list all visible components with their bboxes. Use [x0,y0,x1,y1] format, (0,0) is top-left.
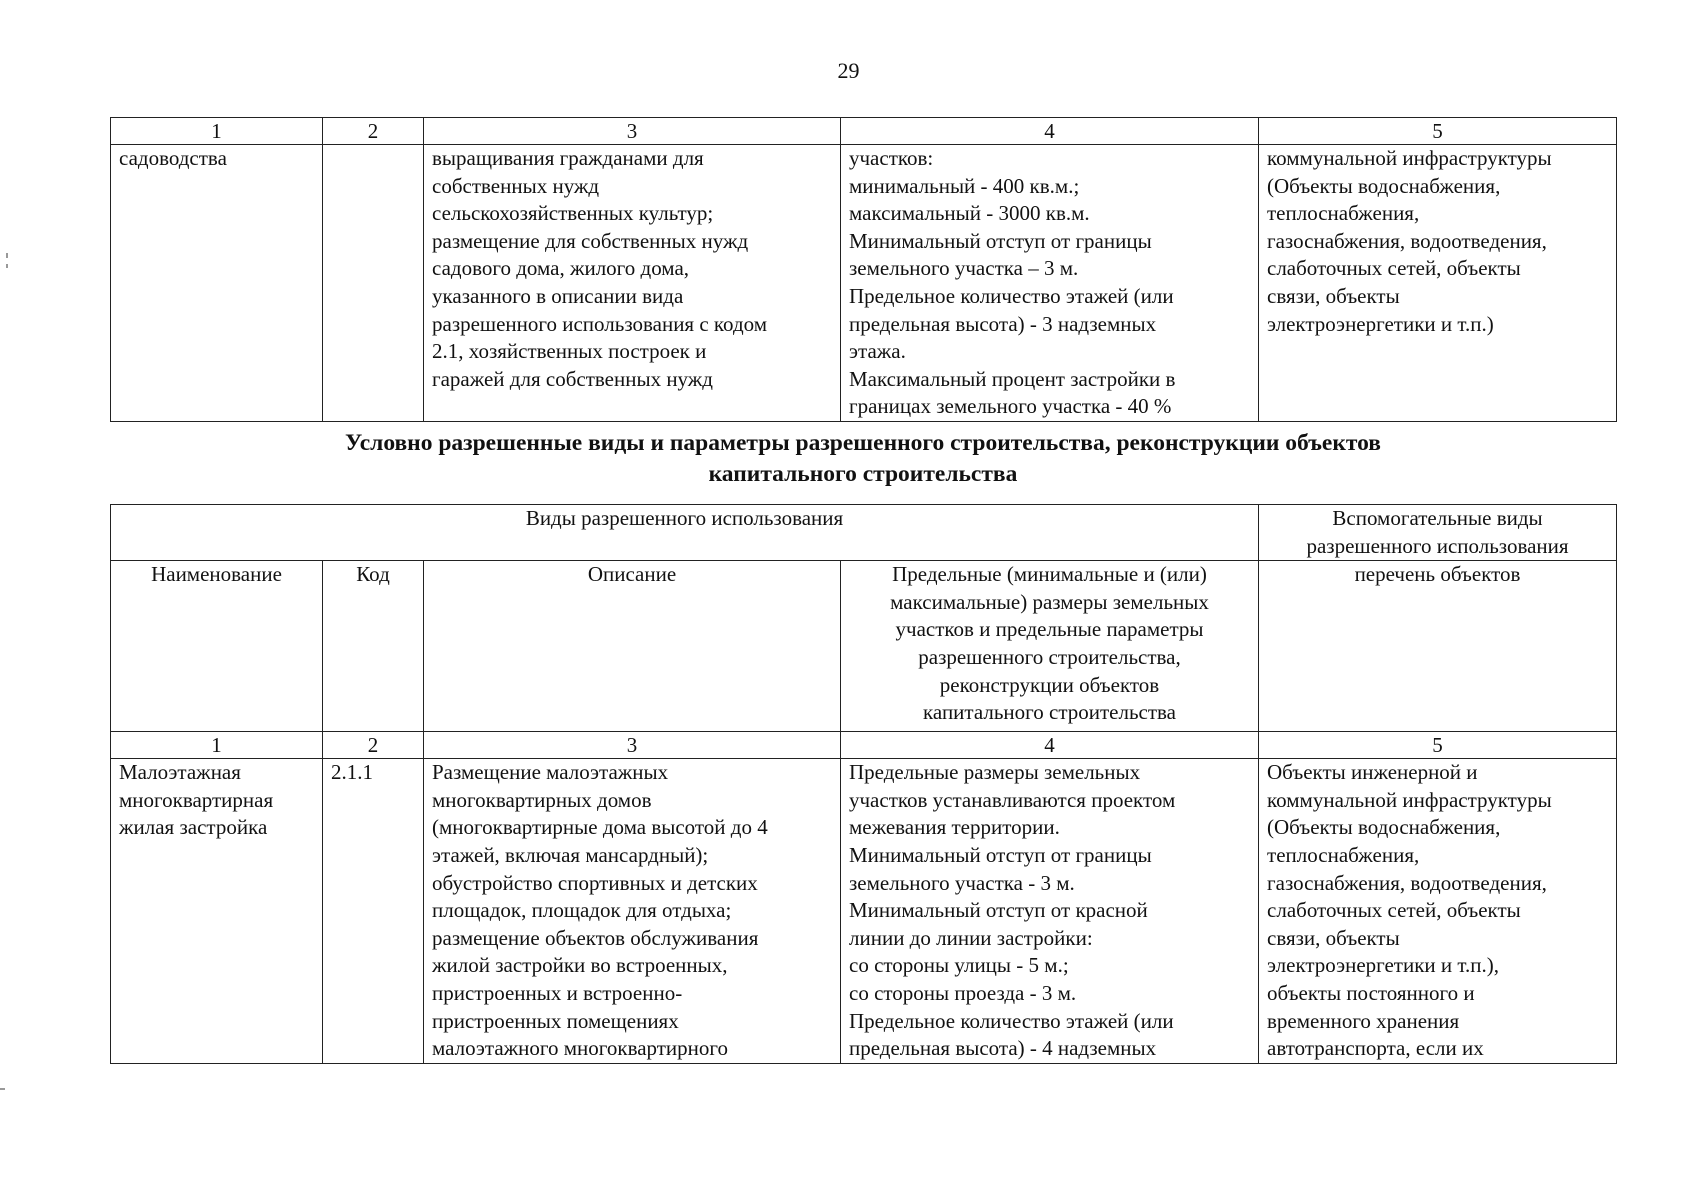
name-header: Наименование [111,561,323,732]
use-parameters-cell: Предельные размеры земельных участков устанавливаются проектом межевания территории. Минимальный отступ от границы земельного участка - 3 м. Минимальный отступ от красной линии до линии застройки: со стороны улицы - 5 м.; со стороны проезда - 3 м. Предельное количество этажей (или предельная высота) - 4 надземных [841,759,1259,1064]
table-row [111,145,1617,422]
group-header-row [111,505,1617,561]
section-heading-line: Условно разрешенные виды и параметры разрешенного строительства, реконструкции объектов [345,430,1381,456]
use-description-cell: выращивания гражданами для собственных нужд сельскохозяйственных культур; размещение для собственных нужд садового дома, жилого дома, указанного в описании вида разрешенного использования с кодом 2.1, хозяйственных построек и гаражей для собственных нужд [424,145,841,422]
column-number-row [111,732,1617,759]
column-number: 4 [841,732,1259,759]
column-number: 1 [111,118,323,145]
use-code-cell: 2.1.1 [323,759,424,1064]
use-name-cell: Малоэтажная многоквартирная жилая застройка [111,759,323,1064]
table-row [111,759,1617,1064]
section-heading-line: капитального строительства [708,461,1018,487]
margin-mark [0,1088,5,1090]
column-number: 1 [111,732,323,759]
column-number: 2 [323,118,424,145]
column-number: 2 [323,732,424,759]
code-header: Код [323,561,424,732]
column-header-row [111,561,1617,732]
column-number: 3 [424,118,841,145]
column-number: 4 [841,118,1259,145]
margin-mark [6,253,8,258]
parameters-header: Предельные (минимальные и (или) максимальные) размеры земельных участков и предельные параметры разрешенного строительства, реконструкции объектов капитального строительства [841,561,1259,732]
column-number: 3 [424,732,841,759]
column-number: 5 [1259,118,1617,145]
page-number: 29 [837,58,860,83]
auxiliary-uses-cell: Объекты инженерной и коммунальной инфраструктуры (Объекты водоснабжения, теплоснабжения, газоснабжения, водоотведения, слаботочных сетей, объекты связи, объекты электроэнергетики и т.п.), объекты постоянного и временного хранения автотранспорта, если их [1259,759,1617,1064]
use-name-cell: садоводства [111,145,323,422]
use-parameters-cell: участков: минимальный - 400 кв.м.; максимальный - 3000 кв.м. Минимальный отступ от границы земельного участка – 3 м. Предельное количество этажей (или предельная высота) - 3 надземных этажа. Максимальный процент застройки в границах земельного участка - 40 % [841,145,1259,422]
section-heading [110,428,1616,490]
top-table [110,117,1617,422]
object-list-header: перечень объектов [1259,561,1617,732]
column-number-row [111,118,1617,145]
description-header: Описание [424,561,841,732]
auxiliary-uses-cell: коммунальной инфраструктуры (Объекты водоснабжения, теплоснабжения, газоснабжения, водоотведения, слаботочных сетей, объекты связи, объекты электроэнергетики и т.п.) [1259,145,1617,422]
use-code-cell [323,145,424,422]
column-number: 5 [1259,732,1617,759]
conditional-uses-table [110,504,1617,1064]
margin-mark [6,264,8,268]
use-description-cell: Размещение малоэтажных многоквартирных домов (многоквартирные дома высотой до 4 этажей, включая мансардный); обустройство спортивных и детских площадок, площадок для отдыха; размещение объектов обслуживания жилой застройки во встроенных, пристроенных и встроенно- пристроенных помещениях малоэтажного многоквартирного [424,759,841,1064]
permitted-uses-header: Виды разрешенного использования [111,505,1259,561]
auxiliary-uses-header: Вспомогательные виды разрешенного использования [1259,505,1617,561]
